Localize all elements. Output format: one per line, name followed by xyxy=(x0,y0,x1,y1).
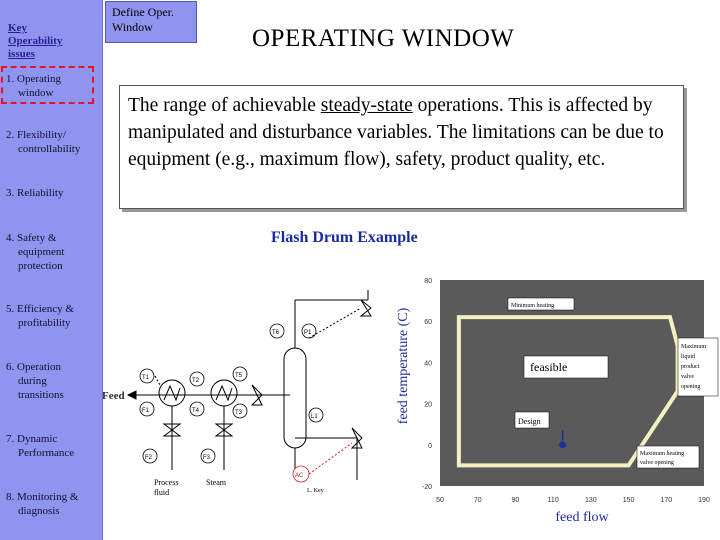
design-point xyxy=(559,441,566,448)
x-tick-label: 50 xyxy=(436,497,444,504)
page-title: OPERATING WINDOW xyxy=(252,25,515,52)
x-tick-label: 170 xyxy=(660,497,673,504)
y-axis-label: feed temperature (C) xyxy=(396,307,411,425)
x-tick-label: 110 xyxy=(547,497,559,504)
x-tick-label: 150 xyxy=(622,497,635,504)
description-text: operations. This is affected by manipulated and disturbance variables. The limitations can be due to equipment (e.g., maximum flow), safety, product quality, etc. xyxy=(128,95,664,170)
instrument-label: T1 xyxy=(142,375,150,381)
instrument-label: L1 xyxy=(311,414,318,420)
sidebar-item-label: during xyxy=(18,375,47,387)
sidebar-title: Key Operability issues xyxy=(8,22,63,60)
instrument-label: T4 xyxy=(192,408,200,414)
sidebar-item-label: 4. Safety & xyxy=(6,232,57,244)
sidebar-item-label: Performance xyxy=(18,447,75,459)
max-liquid-label: opening xyxy=(681,384,701,390)
max-liquid-label: liquid xyxy=(681,354,696,360)
x-tick-label: 70 xyxy=(473,497,482,504)
sidebar-item-label: 5. Efficiency & xyxy=(6,303,74,315)
instrument-label: P1 xyxy=(304,330,312,336)
instrument-label: F3 xyxy=(203,455,211,461)
sidebar-item-label: equipment xyxy=(18,246,65,258)
y-tick-label: 80 xyxy=(424,278,432,285)
steam-label: Steam xyxy=(206,478,226,487)
y-tick-label: 20 xyxy=(424,401,432,409)
define-line-2: Window xyxy=(112,20,153,34)
description-emphasis: steady-state xyxy=(320,95,413,116)
sidebar-item-label: 7. Dynamic xyxy=(6,433,58,445)
sidebar-item-label: 2. Flexibility/ xyxy=(6,129,66,141)
max-liquid-label: product xyxy=(681,364,700,370)
instrument-label: F1 xyxy=(142,408,150,414)
subtitle: Flash Drum Example xyxy=(271,229,418,246)
x-tick-label: 90 xyxy=(511,497,520,504)
description-text: The range of achievable xyxy=(128,95,321,116)
sidebar-item-label: 3. Reliability xyxy=(6,187,64,199)
instrument-label: F2 xyxy=(145,455,153,461)
instrument-label: T6 xyxy=(272,330,280,336)
process-fluid-label: Process xyxy=(154,478,179,487)
x-axis-label: feed flow xyxy=(555,510,609,525)
define-line-1: Define Oper. xyxy=(112,5,174,19)
process-fluid-label: fluid xyxy=(154,488,170,497)
instrument-label: T3 xyxy=(235,410,243,416)
x-tick-label: 130 xyxy=(585,497,597,504)
feed-label: Feed xyxy=(102,390,125,402)
sidebar-item-label: profitability xyxy=(18,317,71,329)
x-tick-label: 190 xyxy=(698,497,710,504)
min-heating-label: Minimum heating xyxy=(511,303,555,309)
max-heating-label: Maximum heating xyxy=(640,451,685,457)
sidebar-item-label: 1. Operating xyxy=(6,73,61,85)
instrument-label: T2 xyxy=(192,378,200,384)
design-label: Design xyxy=(518,417,541,426)
y-tick-label: -20 xyxy=(421,484,432,491)
instrument-label: T5 xyxy=(235,373,243,379)
max-liquid-label: Maximum xyxy=(681,344,706,350)
sidebar-item-label: controllability xyxy=(18,143,81,155)
sidebar-item-label: 6. Operation xyxy=(6,361,61,373)
key-label: L. Key xyxy=(307,488,324,494)
feasible-label: feasible xyxy=(530,360,568,374)
sidebar-item-label: protection xyxy=(18,260,63,272)
sidebar-item-label: 8. Monitoring & xyxy=(6,491,79,503)
sidebar-item-label: window xyxy=(18,87,54,99)
y-tick-label: 60 xyxy=(424,319,432,327)
instrument-label: AC xyxy=(295,473,304,479)
y-tick-label: 0 xyxy=(428,442,432,450)
max-heating-label: valve opening xyxy=(640,460,674,466)
sidebar-item-label: diagnosis xyxy=(18,505,60,517)
max-liquid-label: valve xyxy=(681,374,694,380)
sidebar-item-label: transitions xyxy=(18,389,64,401)
y-tick-label: 40 xyxy=(424,360,432,368)
